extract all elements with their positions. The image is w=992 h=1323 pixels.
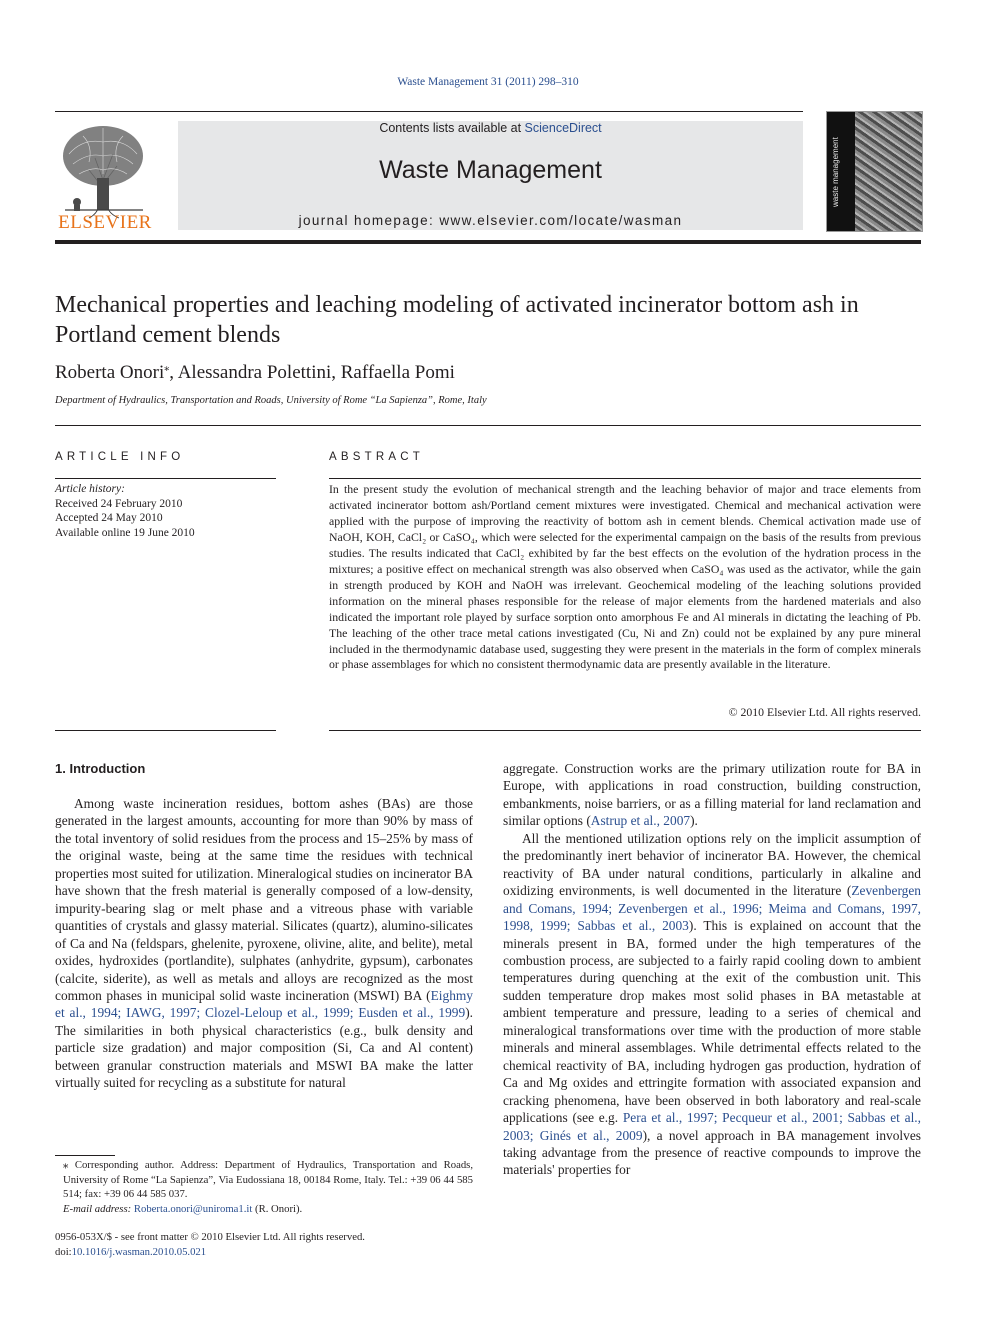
author-email-link[interactable]: Roberta.onori@uniroma1.it bbox=[133, 1202, 253, 1215]
journal-name: Waste Management bbox=[379, 156, 602, 184]
article-history bbox=[55, 482, 276, 540]
intro-paragraph-1 bbox=[55, 795, 473, 1092]
author-name[interactable]: Roberta Onori bbox=[55, 362, 165, 383]
email-label: E-mail address: bbox=[63, 1202, 132, 1215]
article-info-heading: ARTICLE INFO bbox=[55, 451, 185, 463]
history-online: Available online 19 June 2010 bbox=[55, 526, 195, 539]
body-column-right bbox=[503, 760, 921, 1179]
journal-citation[interactable]: Waste Management 31 (2011) 298–310 bbox=[397, 76, 579, 88]
body-text: Among waste incineration residues, bottom ashes (BAs) are those generated in the largest amounts, accounting for more than 90% by mass of the total inventory of solid residues from the process and 15–25% by mass of the original waste, being at the same time the residues with technical properties most suited for utilization. Mineralogical studies on incinerator BA have shown that the fresh material is generally composed of a low-density, impurity-bearing slag or melt phase and a vitreous phase with variable quantities of crystals and glassy material. Silicates (quartz), alumino-silicates of Ca and Na (feldspars, ghelenite, pyroxene, olivine, alite, and belite), metal oxides, hydroxides (portlandite), sulphates (anhydrite, gypsum), carbonates (calcite, siderite), as well as metals and alloys are recognized as the most common phases in municipal solid waste incineration (MSWI) BA ( bbox=[55, 796, 473, 1003]
article-title: Mechanical properties and leaching modeling of activated incinerator bottom ash in Portland cement blends bbox=[55, 292, 859, 348]
body-text: ). The similarities in both physical characteristics (e.g., bulk density and particle size gradation) and major composition (Si, Ca and Al content) between granular construction materials and MSWI BA make the latter virtually suited for recycling as a substitute for natural bbox=[55, 1005, 473, 1091]
author-name[interactable]: Raffaella Pomi bbox=[340, 362, 455, 383]
abstract-bottom-rule bbox=[329, 730, 921, 731]
cover-title: waste management bbox=[831, 137, 840, 208]
affiliation: Department of Hydraulics, Transportation and Roads, University of Rome “La Sapienza”, Rome, Italy bbox=[55, 395, 487, 406]
issn-block bbox=[55, 1230, 365, 1259]
doi-prefix: doi: bbox=[55, 1245, 72, 1258]
contents-prefix: Contents lists available at bbox=[379, 121, 525, 135]
journal-homepage[interactable]: journal homepage: www.elsevier.com/locate/wasman bbox=[298, 213, 683, 228]
abstract-copyright: © 2010 Elsevier Ltd. All rights reserved. bbox=[728, 705, 921, 719]
body-text: aggregate. Construction works are the primary utilization route for BA in Europe, with applications in road construction, building construction, embankments, noise barriers, or as a filling material for land reclamation and similar options ( bbox=[503, 761, 921, 829]
body-text: ), a novel approach in BA management involves taking advantage from the presence of reactive compounds to improve the materials' properties for bbox=[503, 1127, 922, 1178]
contents-line bbox=[178, 121, 803, 135]
corresponding-author-footnote bbox=[55, 1158, 473, 1216]
header-thick-rule bbox=[55, 240, 921, 244]
reference-link[interactable]: Eighmy et al., 1994; IAWG, 1997; Clozel-Leloup et al., 1999; Eusden et al., 1999 bbox=[55, 987, 473, 1021]
header-rule bbox=[55, 111, 803, 112]
author-separator: , bbox=[169, 362, 178, 383]
sciencedirect-link[interactable]: ScienceDirect bbox=[524, 121, 602, 135]
issn-line: 0956-053X/$ - see front matter © 2010 Elsevier Ltd. All rights reserved. bbox=[55, 1231, 365, 1243]
history-label: Article history: bbox=[55, 483, 125, 495]
abstract-text: In the present study the evolution of mechanical strength and the leaching behavior of major and trace elements from activated incinerator bottom ash/Portland cement mixtures were investigated. Chemical and mechanical activation were applied with the purpose of improving the reactivity of bottom ash in cement blends. Chemical activation made use of NaOH, KOH, CaCl₂ or CaSO₄, which were selected for the experimental campaign on the basis of the results from previous studies. The results indicated that CaCl₂ exhibited by far the best effects on the evolution of the hydration process in the mixtures; a positive effect on mechanical strength was also observed when CaSO₄ was used as the activator, while the gain in strength produced by KOH and NaOH was irrelevant. Geochemical modeling of the leaching solutions provided information on the mineral phases responsible for the release of major elements from the hardened materials and also indicated the important role played by surface sorption onto amorphous Fe and Al minerals in dictating the leaching of Pb. The leaching of the other trace metal cations investigated (Cu, Ni and Zn) could not be explained by any pure mineral included in the thermodynamic database used, suggesting they were present in the materials in the form of complex minerals or phase assemblages for which no consistent thermodynamic data are presently available in the literature. bbox=[329, 482, 921, 672]
history-accepted: Accepted 24 May 2010 bbox=[55, 512, 163, 524]
reference-link[interactable]: Astrup et al., 2007 bbox=[590, 813, 691, 829]
body-text: All the mentioned utilization options rely on the implicit assumption of the predominantly inert behavior of incinerator BA. However, the chemical reactivity of BA under natural conditions, particularly in alkaline and oxidizing environments, is well documented in the literature ( bbox=[503, 830, 921, 899]
intro-paragraph-1-cont bbox=[503, 760, 921, 830]
journal-cover-thumbnail bbox=[826, 111, 923, 232]
footnote-mark: ⁎ bbox=[63, 1159, 69, 1171]
history-received: Received 24 February 2010 bbox=[55, 497, 183, 510]
email-suffix: (R. Onori). bbox=[252, 1202, 303, 1215]
doi-link[interactable]: 10.1016/j.wasman.2010.05.021 bbox=[71, 1245, 207, 1258]
cover-art bbox=[855, 112, 922, 231]
corresponding-mark[interactable]: ⁎ bbox=[164, 362, 170, 374]
author-list bbox=[55, 362, 455, 384]
article-info-rule bbox=[55, 478, 276, 479]
section-heading-introduction: 1. Introduction bbox=[55, 761, 146, 776]
footnote-rule bbox=[55, 1155, 115, 1156]
author-name[interactable]: Alessandra Polettini bbox=[177, 362, 332, 383]
intro-paragraph-2 bbox=[503, 830, 921, 1179]
article-info-bottom-rule bbox=[55, 730, 276, 731]
body-text: ). This is explained on account that the minerals present in BA, formed under the high temperatures of the combustion process, are subjected to a fairly rapid cooling down to ambient temperatures during quenching at the exit of the combustion unit. This sudden temperature drop makes most solid phases in BA metastable at ambient temperature and pressure, leading to a series of chemical and mineralogical transformations over time with the production of more stable minerals and mineral assemblages. While detrimental effects related to the chemical reactivity of BA, including hydrogen gas production, hydration of Ca and Mg oxides and ettringite formation with associated expansion and cracking phenomena, have been observed in both laboratory and real-scale applications (see e.g. bbox=[503, 918, 921, 1126]
footnote-text: Corresponding author. Address: Department of Hydraulics, Transportation and Roads, University of Rome “La Sapienza”, Via Eudossiana 18, 00184 Rome, Italy. Tel.: +39 06 44 585 514; fax: +39 06 44 585 037. bbox=[63, 1159, 474, 1200]
author-separator: , bbox=[331, 362, 341, 383]
affiliation-rule bbox=[55, 425, 921, 426]
body-column-left bbox=[55, 795, 473, 1092]
reference-link[interactable]: Zevenbergen and Comans, 1994; Zevenbergen et al., 1996; Meima and Comans, 1997, 1998, 1999; Sabbas et al., 2003 bbox=[503, 883, 921, 934]
elsevier-wordmark: ELSEVIER bbox=[58, 212, 152, 233]
reference-link[interactable]: Pera et al., 1997; Pecqueur et al., 2001; Sabbas et al., 2003; Ginés et al., 2009 bbox=[503, 1110, 921, 1143]
body-text: ). bbox=[690, 813, 698, 829]
abstract-heading: ABSTRACT bbox=[329, 451, 424, 463]
abstract-rule bbox=[329, 478, 921, 479]
